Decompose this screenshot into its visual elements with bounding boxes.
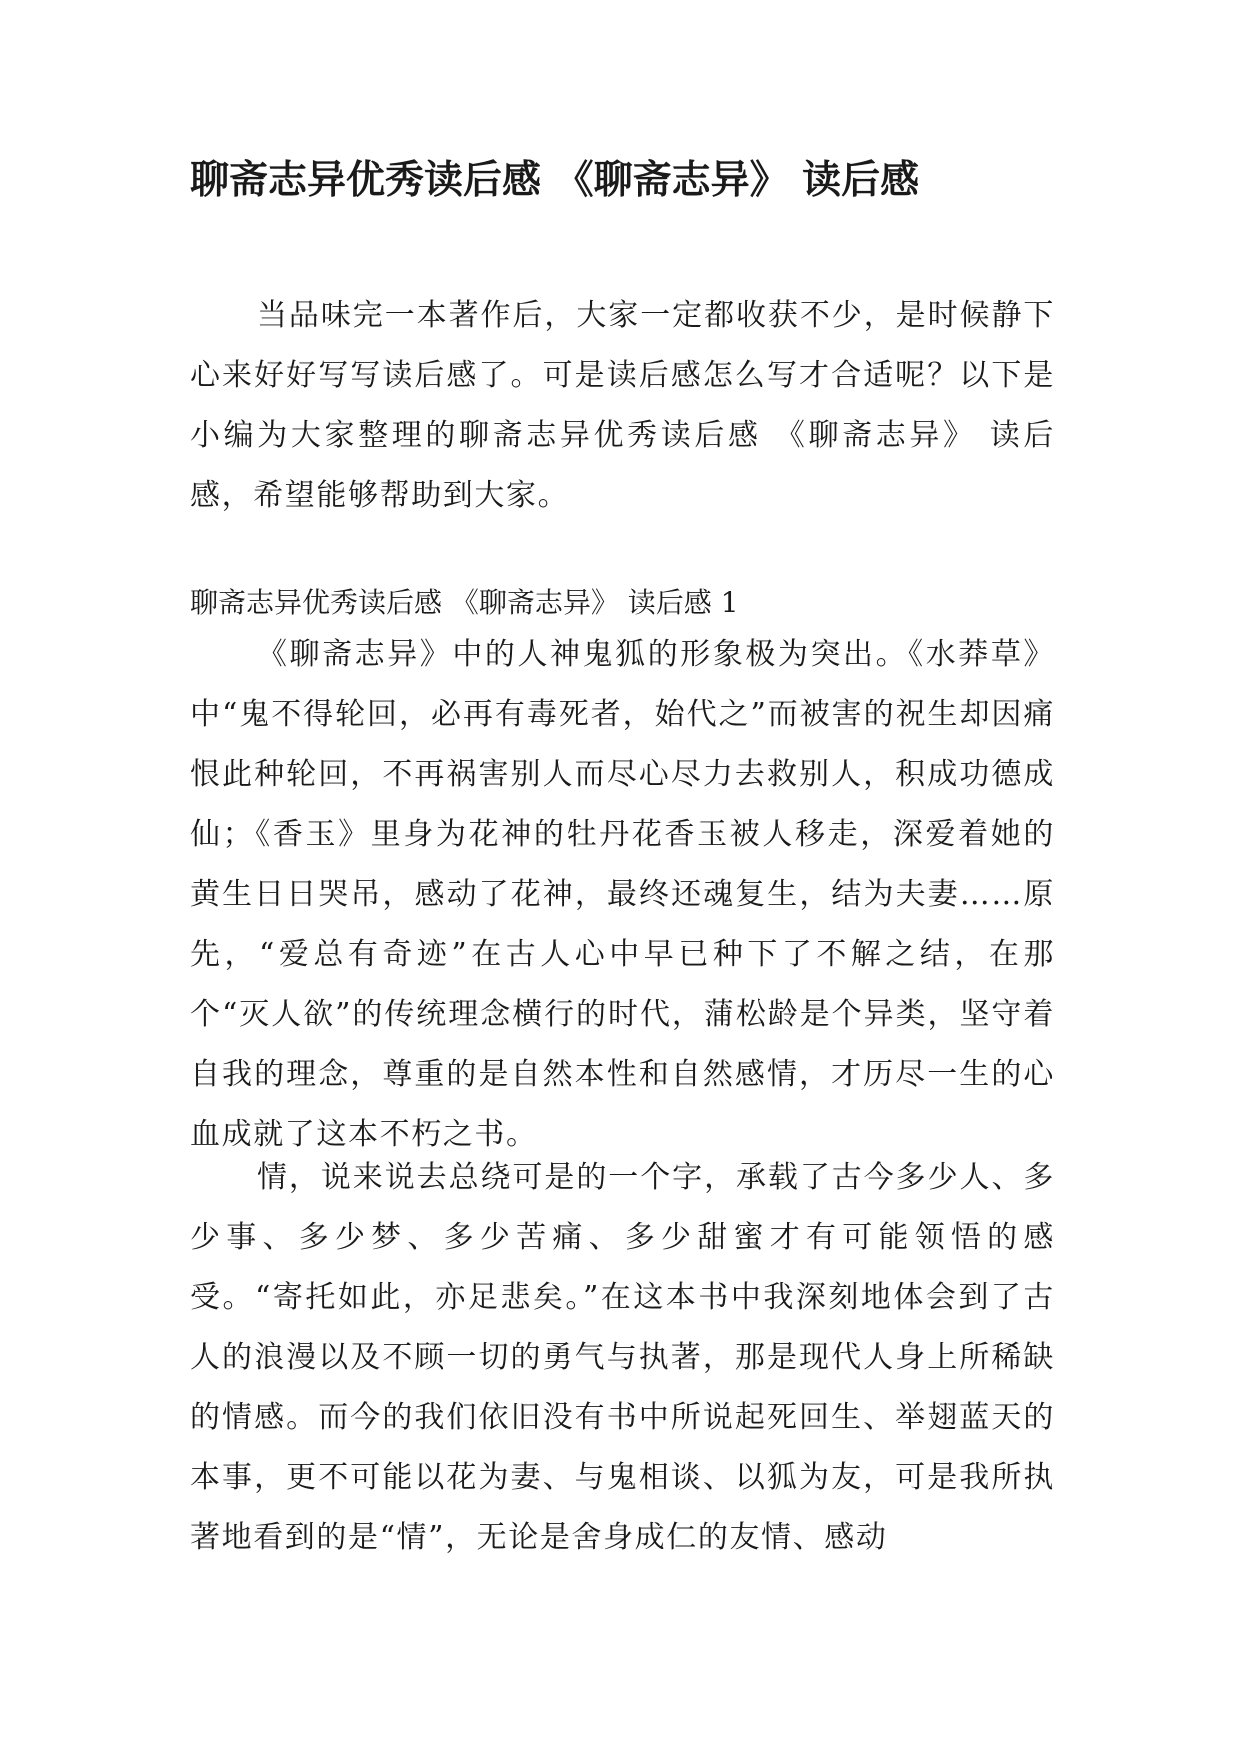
body-paragraph-2: 情，说来说去总绕可是的一个字，承载了古今多少人、多少事、多少梦、多少苦痛、多少甜蜜才有可能领悟的感受。“寄托如此，亦足悲矣。”在这本书中我深刻地体会到了古人的浪漫以及不顾一切的勇气与执著，那是现代人身上所稀缺的情感。而今的我们依旧没有书中所说起死回生、举翅蓝天的本事，更不可能以花为妻、与鬼相谈、以狐为友，可是我所执著地看到的是“情”，无论是舍身成仁的友情、感动 — [190, 1160, 1055, 1555]
page-title: 聊斋志异优秀读后感 《聊斋志异》 读后感 — [190, 157, 920, 203]
body-paragraph-1: 《聊斋志异》中的人神鬼狐的形象极为突出。《水莽草》中“鬼不得轮回，必再有毒死者，始代之”而被害的祝生却因痛恨此种轮回，不再祸害别人而尽心尽力去救别人，积成功德成仙；《香玉》里身为花神的牡丹花香玉被人移走，深爱着她的黄生日日哭吊，感动了花神，最终还魂复生，结为夫妻……原先，“爱总有奇迹”在古人心中早已种下了不解之结，在那个“灭人欲”的传统理念横行的时代，蒲松龄是个异类，坚守着自我的理念，尊重的是自然本性和自然感情，才历尽一生的心血成就了这本不朽之书。 — [190, 637, 1055, 1152]
section-heading: 聊斋志异优秀读后感 《聊斋志异》 读后感 1 — [190, 586, 739, 619]
intro-paragraph: 当品味完一本著作后，大家一定都收获不少，是时候静下心来好好写写读后感了。可是读后感怎么写才合适呢？以下是小编为大家整理的聊斋志异优秀读后感 《聊斋志异》 读后感，希望能够帮助到大家。 — [190, 298, 1055, 513]
